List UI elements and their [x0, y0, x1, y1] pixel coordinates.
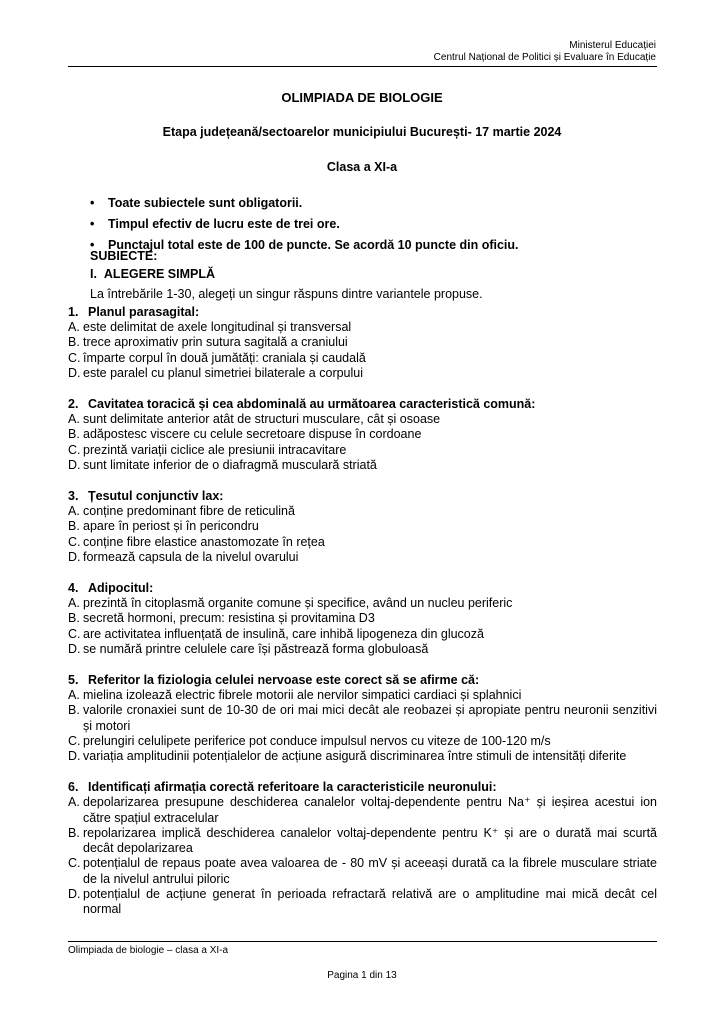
answer-option — [68, 642, 657, 657]
answer-option — [68, 749, 657, 764]
question — [68, 397, 657, 473]
option-letter: D. — [68, 886, 81, 901]
footer-title: Olimpiada de biologie – clasa a XI-a — [68, 945, 229, 956]
answer-option — [68, 366, 657, 381]
option-letter: C. — [68, 442, 81, 457]
question-title — [68, 581, 657, 596]
section-instruction: La întrebările 1-30, alegeți un singur răspuns dintre variantele propuse. — [90, 287, 483, 301]
document-header — [434, 40, 656, 64]
option-letter: B. — [68, 519, 80, 534]
rule-item: • Timpul efectiv de lucru este de trei ore. — [90, 214, 519, 235]
question — [68, 489, 657, 565]
question-number: 1. — [68, 305, 79, 319]
question-text: Cavitatea toracică și cea abdominală au următoarea caracteristică comună: — [88, 397, 536, 412]
answer-option — [68, 412, 657, 427]
question-title — [68, 489, 657, 504]
question-title — [68, 397, 657, 412]
question-text: Adipocitul: — [88, 581, 154, 596]
header-center: Centrul Național de Politici și Evaluare în Educație — [433, 52, 656, 63]
answer-option — [68, 550, 657, 565]
answer-option — [68, 596, 657, 611]
answer-option — [68, 427, 657, 442]
option-letter: D. — [68, 749, 81, 764]
option-text: conține predominant fibre de reticulină — [83, 504, 295, 519]
option-text: repolarizarea implică deschiderea canalelor voltaj-dependente pentru K⁺ și are o durată mai scurtă decât depolarizarea — [83, 825, 657, 856]
option-letter: A. — [68, 412, 80, 427]
option-text: secretă hormoni, precum: resistina și provitamina D3 — [83, 611, 375, 626]
question-number: 6. — [68, 780, 79, 795]
header-ministry: Ministerul Educației — [569, 40, 656, 51]
option-letter: A. — [68, 688, 80, 703]
answer-option — [68, 826, 657, 856]
rules-list — [90, 193, 519, 256]
option-letter: A. — [68, 320, 80, 335]
option-letter: B. — [68, 825, 80, 840]
option-letter: C. — [68, 733, 81, 748]
question-number: 3. — [68, 489, 79, 504]
question-number: 4. — [68, 581, 79, 596]
option-text: este paralel cu planul simetriei bilaterale a corpului — [83, 365, 364, 380]
question — [68, 305, 657, 381]
answer-option — [68, 856, 657, 886]
answer-option — [68, 688, 657, 703]
subjects-label: SUBIECTE: — [90, 249, 158, 263]
answer-option — [68, 519, 657, 534]
question — [68, 581, 657, 657]
option-letter: C. — [68, 626, 81, 641]
option-text: potențialul de acțiune generat în perioada refractară relativă are o amplitudine mai mică decât cel normal — [83, 886, 657, 916]
answer-option — [68, 535, 657, 550]
question-title — [68, 780, 657, 795]
answer-option — [68, 351, 657, 366]
option-text: mielina izolează electric fibrele motorii ale nervilor simpatici cardiaci și splahnici — [83, 688, 522, 703]
option-letter: B. — [68, 611, 80, 626]
question-text: Planul parasagital: — [88, 305, 200, 319]
option-letter: D. — [68, 549, 81, 564]
questions-list — [68, 305, 657, 933]
rule-item: • Punctajul total este de 100 de puncte. Se acordă 10 puncte din oficiu. — [90, 235, 519, 256]
option-letter: A. — [68, 504, 80, 519]
question-number: 5. — [68, 673, 79, 688]
option-text: prezintă în citoplasmă organite comune și specifice, având un nucleu periferic — [83, 596, 513, 611]
question-title — [68, 673, 657, 688]
answer-option — [68, 703, 657, 733]
option-letter: B. — [68, 427, 80, 442]
option-text: conține fibre elastice anastomozate în rețea — [83, 534, 325, 549]
answer-option — [68, 734, 657, 749]
option-letter: B. — [68, 703, 80, 718]
option-text: apare în periost și în pericondru — [83, 519, 259, 534]
section-number: I. — [90, 267, 97, 281]
option-text: are activitatea influențată de insulină, care inhibă lipogeneza din glucoză — [83, 626, 484, 641]
option-text: formează capsula de la nivelul ovarului — [83, 549, 299, 564]
option-text: este delimitat de axele longitudinal și transversal — [83, 320, 352, 335]
question-title — [68, 305, 657, 320]
section-heading — [90, 267, 215, 281]
option-letter: B. — [68, 335, 80, 350]
answer-option — [68, 504, 657, 519]
answer-option — [68, 795, 657, 825]
page-title: OLIMPIADA DE BIOLOGIE — [281, 90, 443, 105]
answer-option — [68, 611, 657, 626]
option-letter: A. — [68, 596, 80, 611]
exam-stage: Etapa județeană/sectoarelor municipiului București- 17 martie 2024 — [162, 125, 562, 139]
answer-option — [68, 443, 657, 458]
option-letter: D. — [68, 365, 81, 380]
option-letter: C. — [68, 856, 81, 871]
header-divider — [68, 66, 657, 67]
page-number: Pagina 1 din 13 — [327, 970, 397, 981]
option-text: adăpostesc viscere cu celule secretoare dispuse în cordoane — [83, 427, 422, 442]
option-text: se numără printre celulele care își păstrează forma globuloasă — [83, 641, 429, 656]
section-title: ALEGERE SIMPLĂ — [103, 267, 216, 281]
option-text: prezintă variații ciclice ale presiunii intracavitare — [83, 442, 347, 457]
option-text: variația amplitudinii potențialelor de acțiune asigură discriminarea între stimuli de intensități diferite — [83, 749, 627, 764]
option-letter: A. — [68, 795, 80, 810]
option-text: valorile cronaxiei sunt de 10-30 de ori mai mici decât ale reobazei și apropiate pentru neuronii senzitivi și motori — [83, 703, 657, 733]
question-text: Referitor la fiziologia celulei nervoase este corect să se afirme că: — [88, 673, 480, 688]
class-label: Clasa a XI-a — [326, 160, 398, 174]
question-text: Țesutul conjunctiv lax: — [88, 489, 224, 504]
answer-option — [68, 335, 657, 350]
option-text: prelungiri celulipete periferice pot conduce impulsul nervos cu viteze de 100-120 m/s — [83, 733, 551, 748]
answer-option — [68, 627, 657, 642]
footer-divider — [68, 941, 657, 942]
question-text: Identificați afirmația corectă referitoare la caracteristicile neuronului: — [88, 780, 497, 795]
question — [68, 780, 657, 917]
option-text: sunt delimitate anterior atât de structuri musculare, cât și osoase — [83, 412, 441, 427]
option-text: sunt limitate inferior de o diafragmă musculară striată — [83, 457, 377, 472]
option-letter: D. — [68, 641, 81, 656]
option-text: împarte corpul în două jumătăți: craniala și caudală — [83, 350, 366, 365]
option-letter: D. — [68, 457, 81, 472]
question — [68, 673, 657, 764]
question-number: 2. — [68, 397, 79, 412]
option-text: trece aproximativ prin sutura sagitală a craniului — [83, 335, 348, 350]
option-letter: C. — [68, 534, 81, 549]
answer-option — [68, 320, 657, 335]
option-text: depolarizarea presupune deschiderea canalelor voltaj-dependente pentru Na⁺ și ieșirea acestui ion către spațiul extracelular — [83, 795, 657, 825]
rule-item: • Toate subiectele sunt obligatorii. — [90, 193, 519, 214]
answer-option — [68, 458, 657, 473]
option-text: potențialul de repaus poate avea valoarea de - 80 mV și aceeași durată ca la fibrele musculare striate de la nivelul antrului piloric — [83, 856, 657, 886]
option-letter: C. — [68, 350, 81, 365]
answer-option — [68, 887, 657, 917]
